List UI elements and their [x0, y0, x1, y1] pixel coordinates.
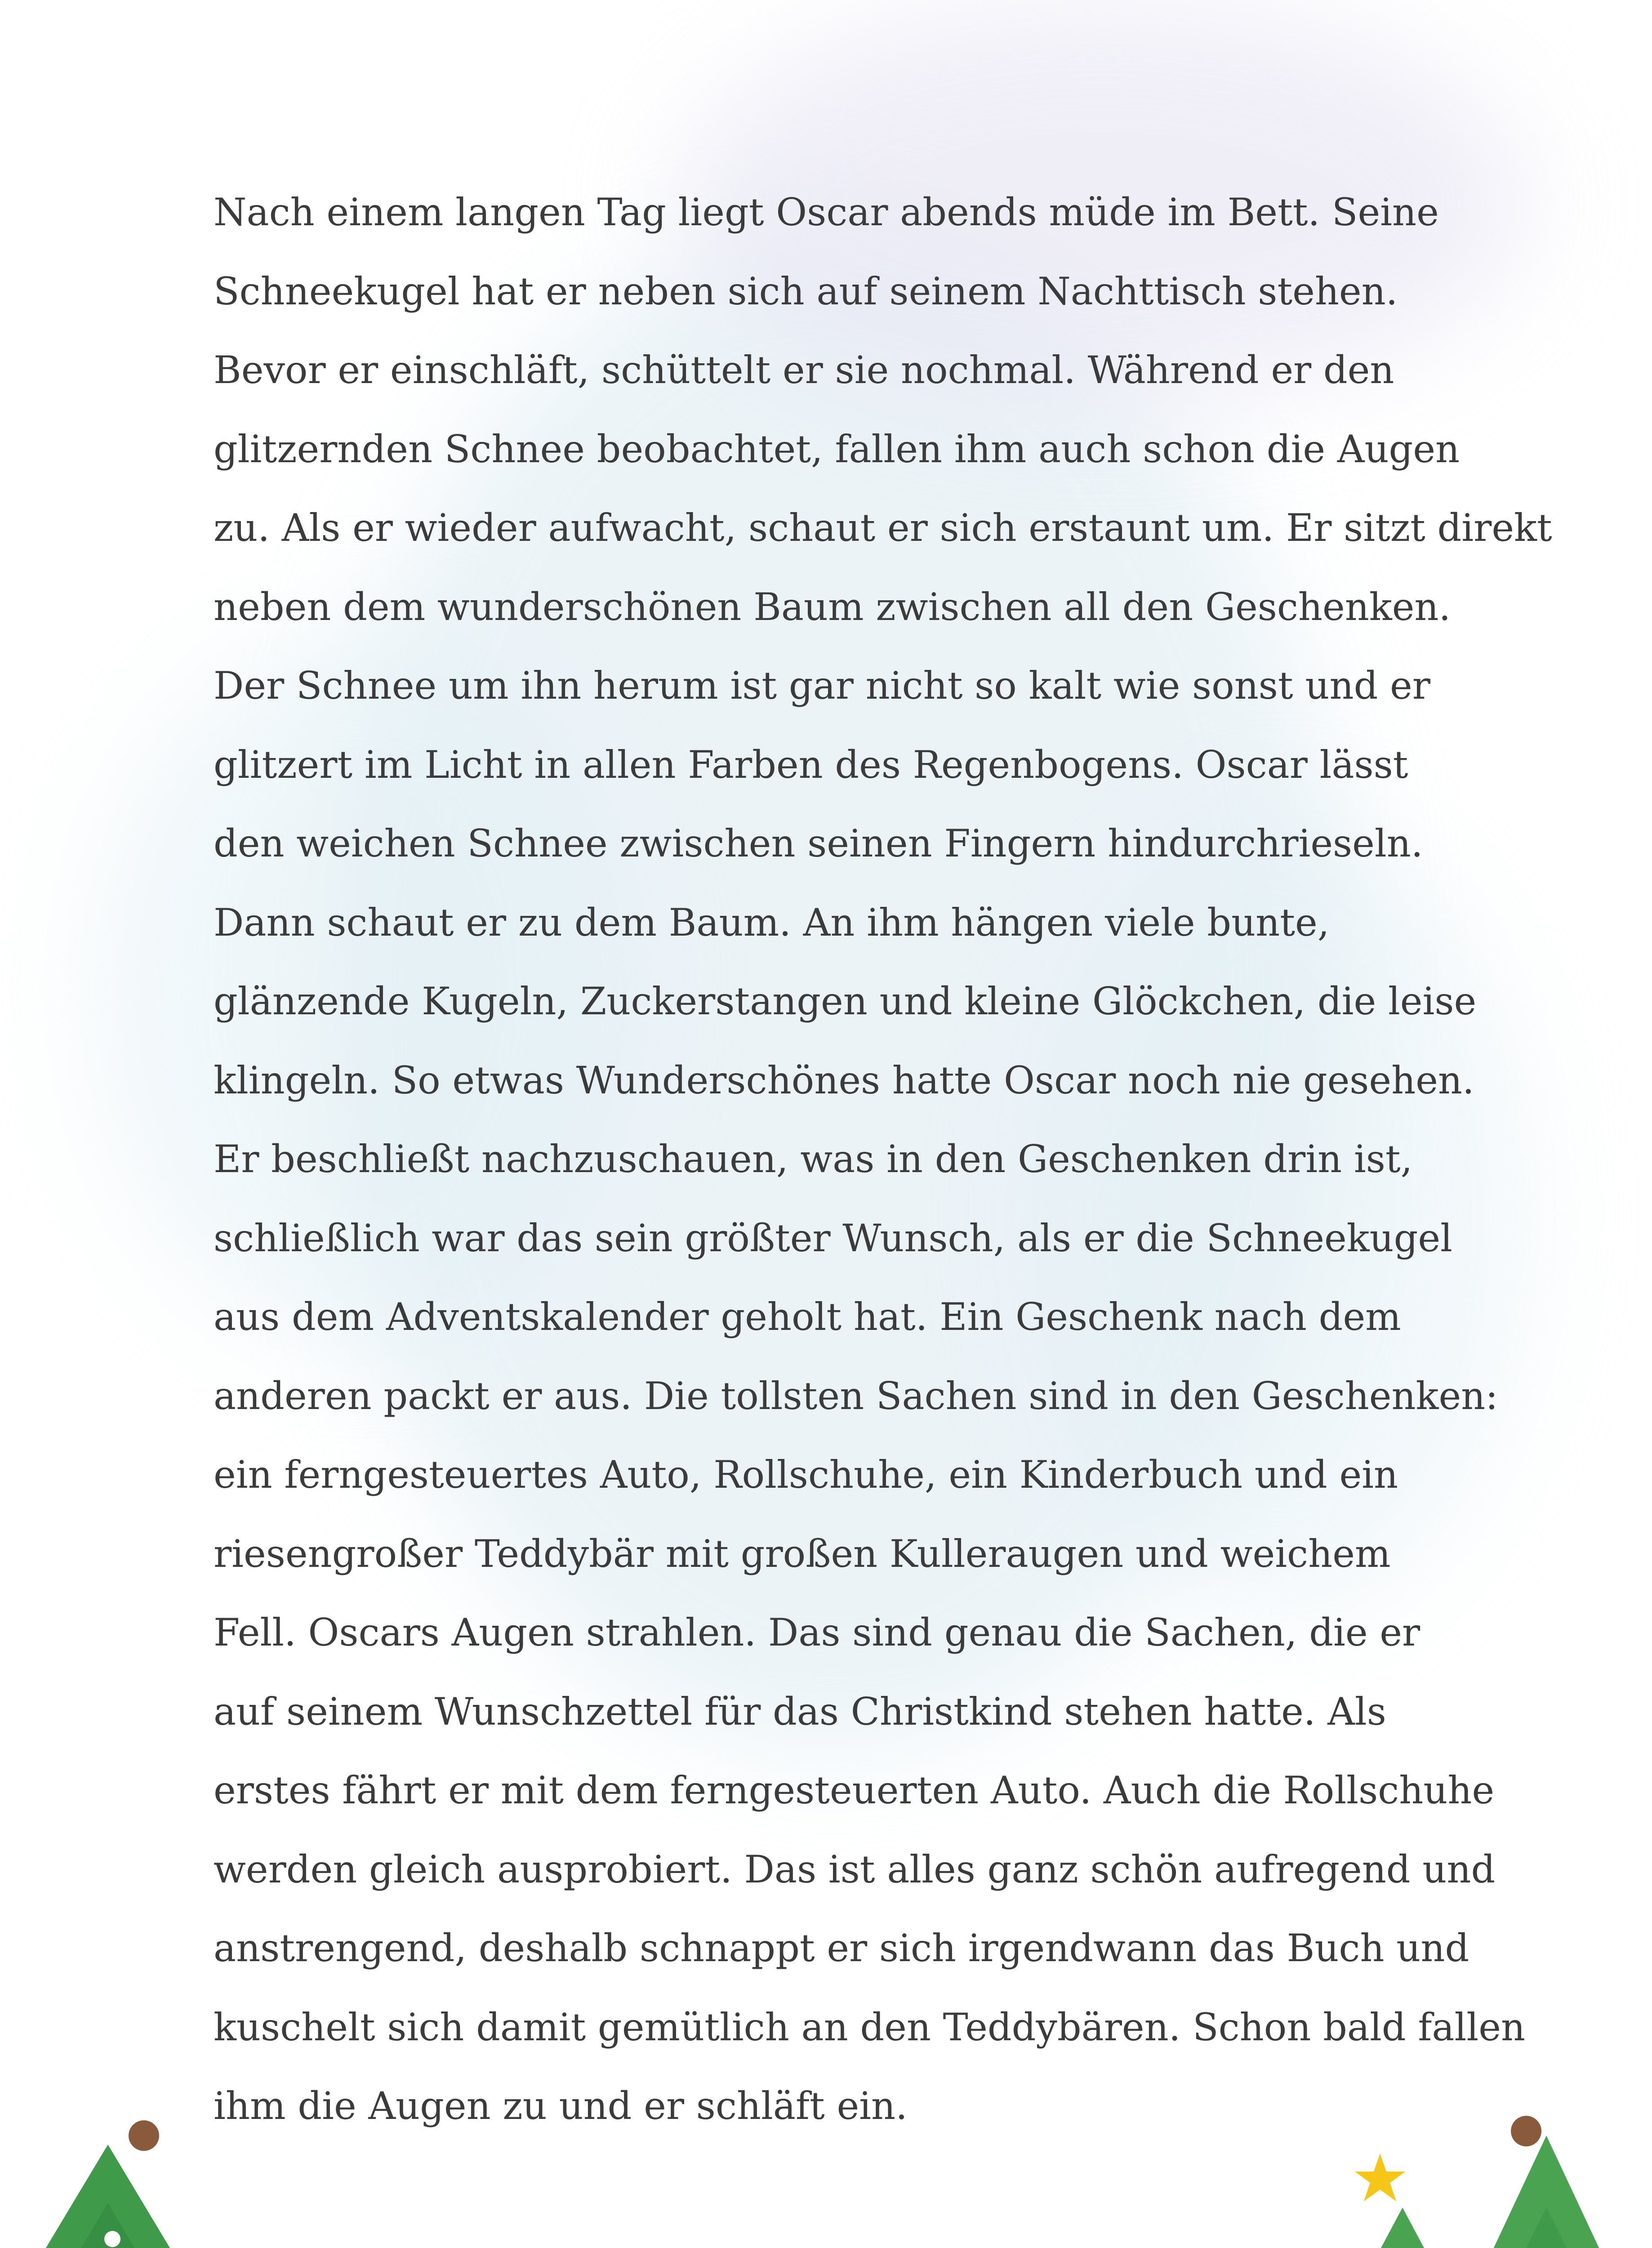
- story-line: Nach einem langen Tag liegt Oscar abends müde im Bett. Seine: [214, 190, 1439, 234]
- christmas-tree-icon: [1447, 2136, 1645, 2248]
- christmas-village-illustration: [0, 2091, 1652, 2248]
- story-text: [214, 173, 1552, 2146]
- story-line: den weichen Schnee zwischen seinen Fingern hindurchrieseln.: [214, 821, 1423, 865]
- story-line: Fell. Oscars Augen strahlen. Das sind genau die Sachen, die er: [214, 1610, 1420, 1655]
- story-line: glänzende Kugeln, Zuckerstangen und kleine Glöckchen, die leise: [214, 979, 1477, 1023]
- story-line: erstes fährt er mit dem ferngesteuerten Auto. Auch die Rollschuhe: [214, 1768, 1495, 1812]
- story-line: Der Schnee um ihn herum ist gar nicht so kalt wie sonst und er: [214, 664, 1430, 708]
- story-line: Schneekugel hat er neben sich auf seinem Nachttisch stehen.: [214, 269, 1398, 313]
- story-line: werden gleich ausprobiert. Das ist alles ganz schön aufregend und: [214, 1847, 1496, 1891]
- christmas-tree-icon: [1304, 2208, 1501, 2248]
- story-line: ihm die Augen zu und er schläft ein.: [214, 2084, 908, 2128]
- story-line: aus dem Adventskalender geholt hat. Ein Geschenk nach dem: [214, 1295, 1401, 1339]
- story-line: riesengroßer Teddybär mit großen Kulleraugen und weichem: [214, 1531, 1391, 1576]
- story-line: glitzernden Schnee beobachtet, fallen ihm auch schon die Augen: [214, 427, 1460, 471]
- story-line: zu. Als er wieder aufwacht, schaut er sich erstaunt um. Er sitzt direkt: [214, 506, 1552, 550]
- story-line: schließlich war das sein größter Wunsch, als er die Schneekugel: [214, 1216, 1453, 1260]
- star-icon: [1355, 2154, 1405, 2201]
- story-line: Dann schaut er zu dem Baum. An ihm hängen viele bunte,: [214, 900, 1330, 945]
- star-icon: [129, 2120, 159, 2151]
- christmas-tree-icon: [0, 2145, 216, 2248]
- story-line: klingeln. So etwas Wunderschönes hatte Oscar noch nie gesehen.: [214, 1058, 1474, 1102]
- story-line: glitzert im Licht in allen Farben des Regenbogens. Oscar lässt: [214, 742, 1408, 787]
- story-line: kuschelt sich damit gemütlich an den Teddybären. Schon bald fallen: [214, 2005, 1526, 2049]
- story-line: anderen packt er aus. Die tollsten Sachen sind in den Geschenken:: [214, 1374, 1498, 1418]
- story-line: ein ferngesteuertes Auto, Rollschuhe, ein Kinderbuch und ein: [214, 1453, 1398, 1497]
- star-icon: [1511, 2116, 1541, 2146]
- story-line: auf seinem Wunschzettel für das Christkind stehen hatte. Als: [214, 1689, 1386, 1734]
- story-line: Bevor er einschläft, schüttelt er sie nochmal. Während er den: [214, 348, 1394, 392]
- story-line: neben dem wunderschönen Baum zwischen all den Geschenken.: [214, 584, 1451, 629]
- story-line: Er beschließt nachzuschauen, was in den Geschenken drin ist,: [214, 1137, 1413, 1181]
- story-line: anstrengend, deshalb schnappt er sich irgendwann das Buch und: [214, 1926, 1469, 1970]
